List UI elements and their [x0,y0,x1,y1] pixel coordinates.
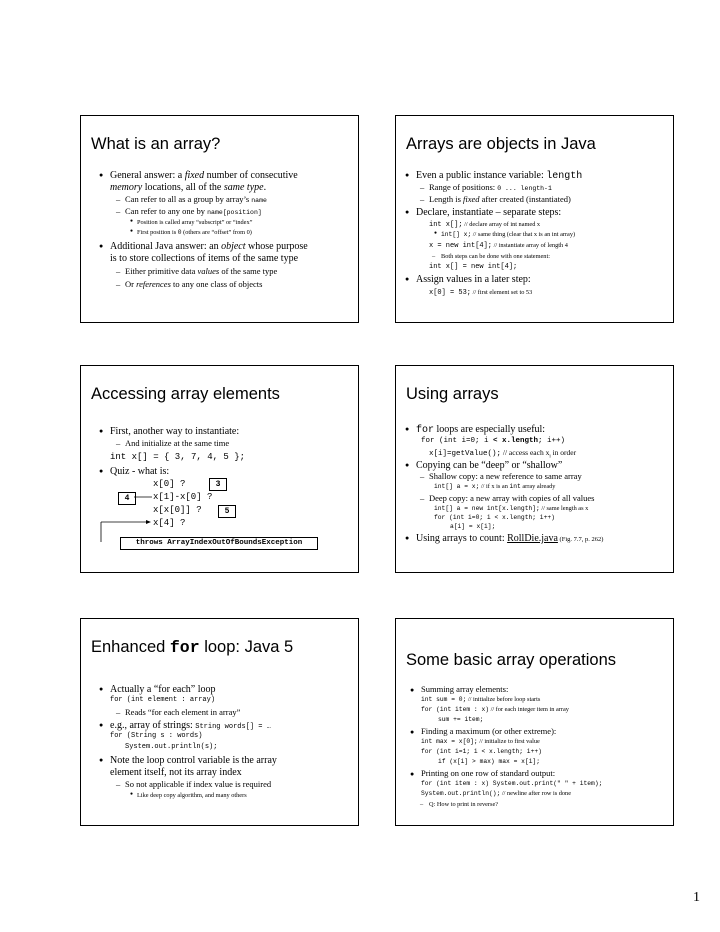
code-line: a[i] = x[i]; [450,523,496,530]
bullet-continuation: element itself, not its array index [110,767,242,778]
code-line: int[] a = x; // if x is an int array already [434,483,556,490]
sub-bullet: – Can refer to any one by name[position] [125,207,262,217]
code-line: int max = x[0]; // initialize to first value [421,738,540,745]
page-number: 1 [693,890,700,905]
code-line: if (x[i] > max) max = x[i]; [438,758,541,765]
quiz-item: x[x[0]] ? [153,505,202,515]
bullet: ● Quiz - what is: [110,466,169,478]
sub-sub-bullet: ● First position is 0 (others are “offset” from 0) [137,229,252,236]
answer-box: 4 [118,492,136,505]
sub-bullet: – Reads “for each element in array” [125,708,240,718]
slide-title: Arrays are objects in Java [406,135,596,153]
code-line: int x[] = new int[4]; [429,263,518,271]
bullet: ● e.g., array of strings: String words[] = … [110,720,271,732]
bullet: ● General answer: a fixed number of consecutive [110,170,298,182]
bullet: ● Note the loop control variable is the array [110,755,277,767]
code-line: for (String s : words) [110,732,203,740]
bullet: ● Additional Java answer: an object whose purpose [110,241,308,253]
sub-bullet: – Either primitive data values of the same type [125,267,277,277]
sub-bullet: – Shallow copy: a new reference to same array [429,472,582,482]
bullet: ● Declare, instantiate – separate steps: [416,207,561,219]
sub-bullet: – Q: How to print in reverse? [429,801,498,808]
bullet-continuation: is to store collections of items of the same type [110,253,299,264]
slide-arrays-are-objects [395,115,674,323]
code-line: sum += item; [438,716,484,723]
bullet: ● Using arrays to count: RollDie.java (Fig. 7.7, p. 262) [416,533,603,545]
quiz-item: x[1]-x[0] ? [153,492,213,502]
code-line: System.out.println(s); [125,743,218,751]
sub-sub-bullet: ● Position is called array “subscript” or “index” [137,219,252,226]
bullet: ● for loops are especially useful: [416,424,545,437]
slide-title: Accessing array elements [91,385,280,403]
slide-title: Enhanced for loop: Java 5 [91,638,294,657]
bullet: ● Even a public instance variable: length [416,170,582,183]
quiz-item: x[4] ? [153,518,186,528]
rolldie-link[interactable]: RollDie.java [507,533,558,544]
quiz-item: x[0] ? [153,479,186,489]
sub-bullet: – Deep copy: a new array with copies of all values [429,494,594,504]
slide-title: Using arrays [406,385,499,403]
sub-bullet: – So not applicable if index value is required [125,780,271,790]
slide-using-arrays [395,365,674,573]
bullet: ● Actually a “for each” loop [110,684,216,696]
bullet: ● First, another way to instantiate: [110,426,239,438]
code-line: for (int i=0; i < x.length; i++) [434,514,555,521]
code-line: x = new int[4]; // instantiate array of length 4 [429,242,568,250]
exception-box: throws ArrayIndexOutOfBoundsException [120,537,318,550]
slide-what-is-an-array [80,115,359,323]
bullet: ● Copying can be “deep” or “shallow” [416,460,562,472]
bullet: ● Summing array elements: [421,685,508,695]
slide-enhanced-for-loop [80,618,359,826]
code-line: int sum = 0; // initialize before loop starts [421,696,541,703]
slide-accessing-array-elements [80,365,359,573]
code-line: for (int item : x) System.out.print(" " + item); [421,780,603,787]
sub-bullet: – Or references to any one class of objects [125,280,262,290]
code-line: System.out.println(); // newline after row is done [421,790,572,797]
answer-box: 3 [209,478,227,491]
code-line: for (int i=0; i < x.length; i++) [421,437,566,445]
bullet: ● Assign values in a later step: [416,274,531,286]
bullet: ● Finding a maximum (or other extreme): [421,727,556,737]
bullet-continuation: memory locations, all of the same type. [110,182,267,193]
code-line: for (int item : x) // for each integer item in array [421,706,569,713]
sub-bullet: – Can refer to all as a group by array’s name [125,195,267,205]
code-line: int[] a = new int[x.length]; // same length as x [434,505,589,512]
code-line: for (int element : array) [110,696,216,704]
code-line: for (int i=1; i < x.length; i++) [421,748,542,755]
sub-bullet: – Both steps can be done with one statement: [441,253,550,260]
code-line: int x[] = { 3, 7, 4, 5 }; [110,452,246,462]
slide-basic-array-operations [395,618,674,826]
bullet: ● Printing on one row of standard output: [421,769,555,779]
slide-title: What is an array? [91,135,221,153]
answer-box: 5 [218,505,236,518]
slide-title: Some basic array operations [406,651,617,669]
sub-sub-bullet: ● int[] x; // same thing (clear that x is an int array) [441,231,575,238]
sub-bullet: – And initialize at the same time [125,439,229,449]
code-line: x[0] = 53; // first element set to 53 [429,289,533,297]
sub-bullet: – Length is fixed after created (instantiated) [429,195,571,205]
sub-bullet: – Range of positions: 0 ... length-1 [429,183,552,193]
sub-sub-bullet: ● Like deep copy algorithm, and many others [137,792,247,799]
code-line: x[i]=getValue(); // access each $x_i$ in order [429,448,577,460]
code-line: int x[]; // declare array of int named x [429,221,541,229]
